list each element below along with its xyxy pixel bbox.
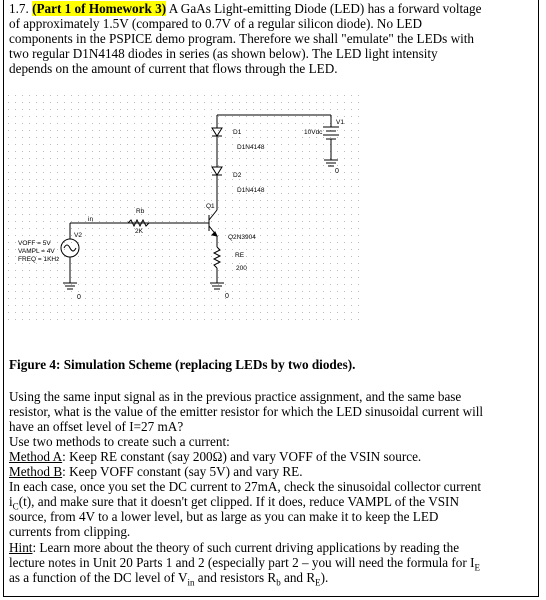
- body-line-6: $i_C(t)$, and make sure that it doesn't get clipped. If it does, reduce VAMPL of the VSIN: [9, 494, 459, 512]
- hint-label: Hint: [9, 540, 33, 555]
- rb-value: 2K: [135, 228, 143, 235]
- method-a-line: Method A: Keep RE constant (say 200Ω) and vary VOFF of the VSIN source.: [9, 449, 422, 464]
- re-value: 200: [236, 265, 247, 272]
- re-label: RE: [235, 252, 245, 259]
- q1-label: Q1: [206, 203, 215, 210]
- method-b-line: Method B: Keep VOFF constant (say 5V) and vary RE.: [9, 464, 303, 479]
- voff-label: VOFF = 5V: [18, 240, 51, 247]
- freq-label: FREQ = 1KHz: [18, 256, 60, 263]
- circuit-schematic: [8, 95, 365, 322]
- intro-line-2: of approximately 1.5V (compared to 0.7V of a regular silicon diode). No LED: [9, 16, 422, 31]
- d1-model: D1N4148: [237, 144, 265, 151]
- d2-label: D2: [233, 172, 242, 179]
- hint-line-1: Hint: Learn more about the theory of such current driving applications by reading the: [9, 540, 460, 555]
- body-line-8: currents from clipping.: [9, 524, 131, 539]
- intro-line-1: 1.7. (Part 1 of Homework 3) A GaAs Light-emitting Diode (LED) has a forward voltage: [9, 1, 482, 16]
- rb-label: Rb: [136, 208, 145, 215]
- ground-label: 0: [225, 293, 229, 300]
- hint-line-2: lecture notes in Unit 20 Parts 1 and 2 (especially part 2 – you will need the formula for $I_E$: [9, 555, 480, 573]
- vampl-label: VAMPL = 4V: [18, 248, 55, 255]
- net-in-label: in: [88, 216, 94, 223]
- v1-value: 10Vdc: [304, 129, 323, 136]
- q1-model: Q2N3904: [228, 234, 256, 241]
- body-line-5: In each case, once you set the DC current to 27mA, check the sinusoidal collector current: [9, 479, 482, 494]
- d2-model: D1N4148: [237, 187, 265, 194]
- ground-label: 0: [77, 294, 81, 301]
- intro-line-3: components in the PSPICE demo program. Therefore we shall "emulate" the LEDs with: [9, 31, 475, 46]
- intro-line-5: depends on the amount of current that flows through the LED.: [9, 61, 338, 76]
- intro-line-4: two regular D1N4148 diodes in series (as shown below). The LED light intensity: [9, 46, 438, 61]
- homework-highlight: (Part 1 of Homework 3): [32, 1, 167, 16]
- d1-label: D1: [233, 129, 242, 136]
- body-line-7: source, from 4V to a lower level, but as large as you can make it to keep the LED: [9, 509, 439, 524]
- method-b-label: Method B: [9, 464, 63, 479]
- body-line-2: resistor, what is the value of the emitter resistor for which the LED sinusoidal current will: [9, 404, 484, 419]
- v2-label: V2: [74, 232, 82, 239]
- figure-caption: Figure 4: Simulation Scheme (replacing LEDs by two diodes).: [9, 357, 356, 372]
- body-line-3: have an offset level of I=27 mA?: [9, 419, 184, 434]
- method-a-label: Method A: [9, 449, 63, 464]
- hint-line-3: as a function of the DC level of $V_{in}$ and resistors $R_b$ and $R_E$).: [9, 570, 329, 588]
- v1-label: V1: [336, 119, 344, 126]
- ground-label: 0: [335, 168, 339, 175]
- body-line-4: Use two methods to create such a current:: [9, 434, 230, 449]
- body-line-1: Using the same input signal as in the previous practice assignment, and the same base: [9, 389, 462, 404]
